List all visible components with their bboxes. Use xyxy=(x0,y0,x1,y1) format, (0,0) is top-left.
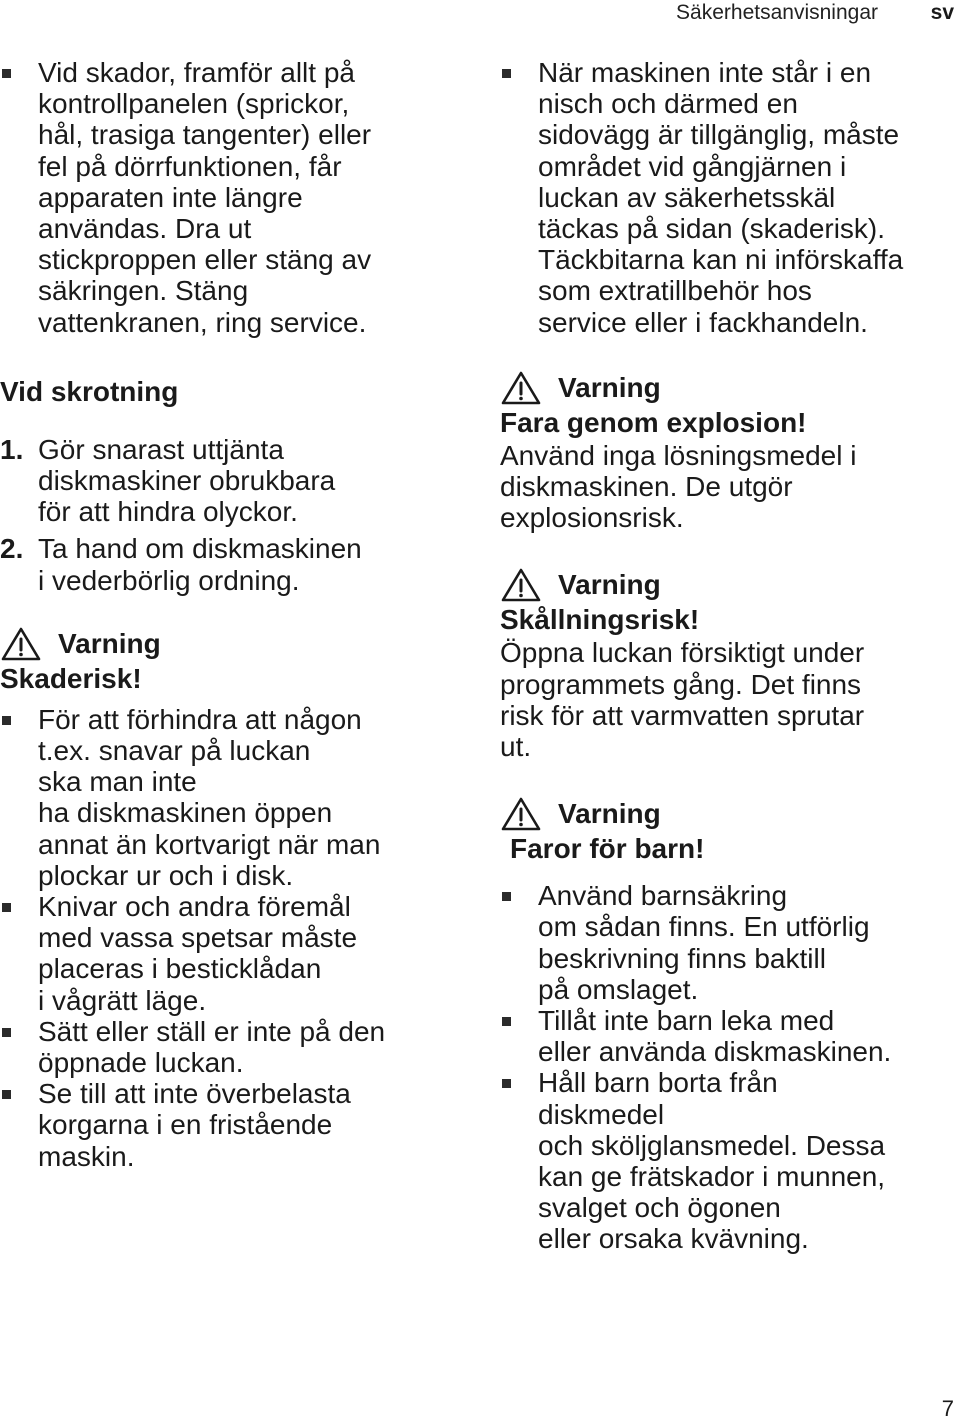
right-column xyxy=(500,57,955,1255)
warning-heading xyxy=(500,796,955,832)
bullet-icon xyxy=(2,1090,11,1099)
list-item: Vid skador, framför allt på kontrollpanelen (sprickor, hål, trasiga tangenter) eller fel på dörrfunktionen, får apparaten inte längre användas. Dra ut stickproppen eller stäng av säkringen. Stäng vattenkranen, ring service. xyxy=(0,57,450,338)
warning-label: Varning xyxy=(558,798,661,830)
warning-subtitle: Faror för barn! xyxy=(510,833,705,865)
section-title: Säkerhetsanvisningar xyxy=(676,1,878,24)
scrap-section-title: Vid skrotning xyxy=(0,375,179,407)
left-column xyxy=(0,57,450,1172)
list-item: 1. Gör snarast uttjänta diskmaskiner obrukbara för att hindra olyckor. xyxy=(0,433,336,528)
list-item: Sätt eller ställ er inte på den öppnade luckan. xyxy=(0,1016,450,1078)
list-item: När maskinen inte står i en nisch och därmed en sidovägg är tillgänglig, måste området vid gångjärnen i luckan av säkerhetsskäl täckas på sidan (skaderisk). Täckbitarna kan ni införskaffa som extratillbehör hos service eller i fackhandeln. xyxy=(500,57,955,338)
warning-label: Varning xyxy=(58,627,161,659)
bullet-icon xyxy=(2,903,11,912)
warning-subtitle: Skaderisk! xyxy=(0,662,142,694)
page-number: 7 xyxy=(941,1396,954,1421)
bullet-icon xyxy=(502,1017,511,1026)
warning-triangle-icon xyxy=(500,796,542,832)
list-item: Se till att inte överbelasta korgarna i en fristående maskin. xyxy=(0,1078,450,1172)
bullet-icon xyxy=(502,69,511,78)
warning-label: Varning xyxy=(558,371,661,403)
list-item: Använd barnsäkring om sådan finns. En utförlig beskrivning finns baktill på omslaget. xyxy=(500,880,955,1005)
bullet-icon xyxy=(2,1028,11,1037)
bullet-icon xyxy=(2,716,11,725)
warning-triangle-icon xyxy=(500,567,542,603)
list-item: Knivar och andra föremål med vassa spetsar måste placeras i besticklådan i vågrätt läge. xyxy=(0,891,450,1016)
list-item: 2. Ta hand om diskmaskinen i vederbörlig ordning. xyxy=(0,533,362,596)
warning-text: Använd inga lösningsmedel i diskmaskinen. De utgör explosionsrisk. xyxy=(500,439,857,534)
bullet-icon xyxy=(502,892,511,901)
warning-text: Öppna luckan försiktigt under programmets gång. Det finns risk för att varmvatten sprutar ut. xyxy=(500,637,865,763)
list-item: Håll barn borta från diskmedel och sköljglansmedel. Dessa kan ge frätskador i munnen, svalget och ögonen eller orsaka kvävning. xyxy=(500,1067,955,1254)
list-item: Tillåt inte barn leka med eller använda diskmaskinen. xyxy=(500,1005,955,1067)
bullet-icon xyxy=(502,1079,511,1088)
warning-heading xyxy=(0,626,450,662)
warning-triangle-icon xyxy=(0,626,42,662)
page-header xyxy=(0,0,960,28)
right-warning-list xyxy=(500,880,955,1254)
left-intro-list xyxy=(0,57,450,338)
left-warning-list xyxy=(0,704,450,1172)
warning-label: Varning xyxy=(558,569,661,601)
bullet-icon xyxy=(2,69,11,78)
warning-heading xyxy=(500,567,955,603)
warning-heading xyxy=(500,370,955,406)
list-item: För att förhindra att någon t.ex. snavar på luckan ska man inte ha diskmaskinen öppen annat än kortvarigt när man plockar ur och i disk. xyxy=(0,704,450,891)
language-code: sv xyxy=(930,1,954,24)
warning-subtitle: Skållningsrisk! xyxy=(500,604,700,636)
scrap-steps xyxy=(0,434,450,596)
right-intro-list xyxy=(500,57,955,338)
warning-subtitle: Fara genom explosion! xyxy=(500,406,807,438)
warning-triangle-icon xyxy=(500,370,542,406)
